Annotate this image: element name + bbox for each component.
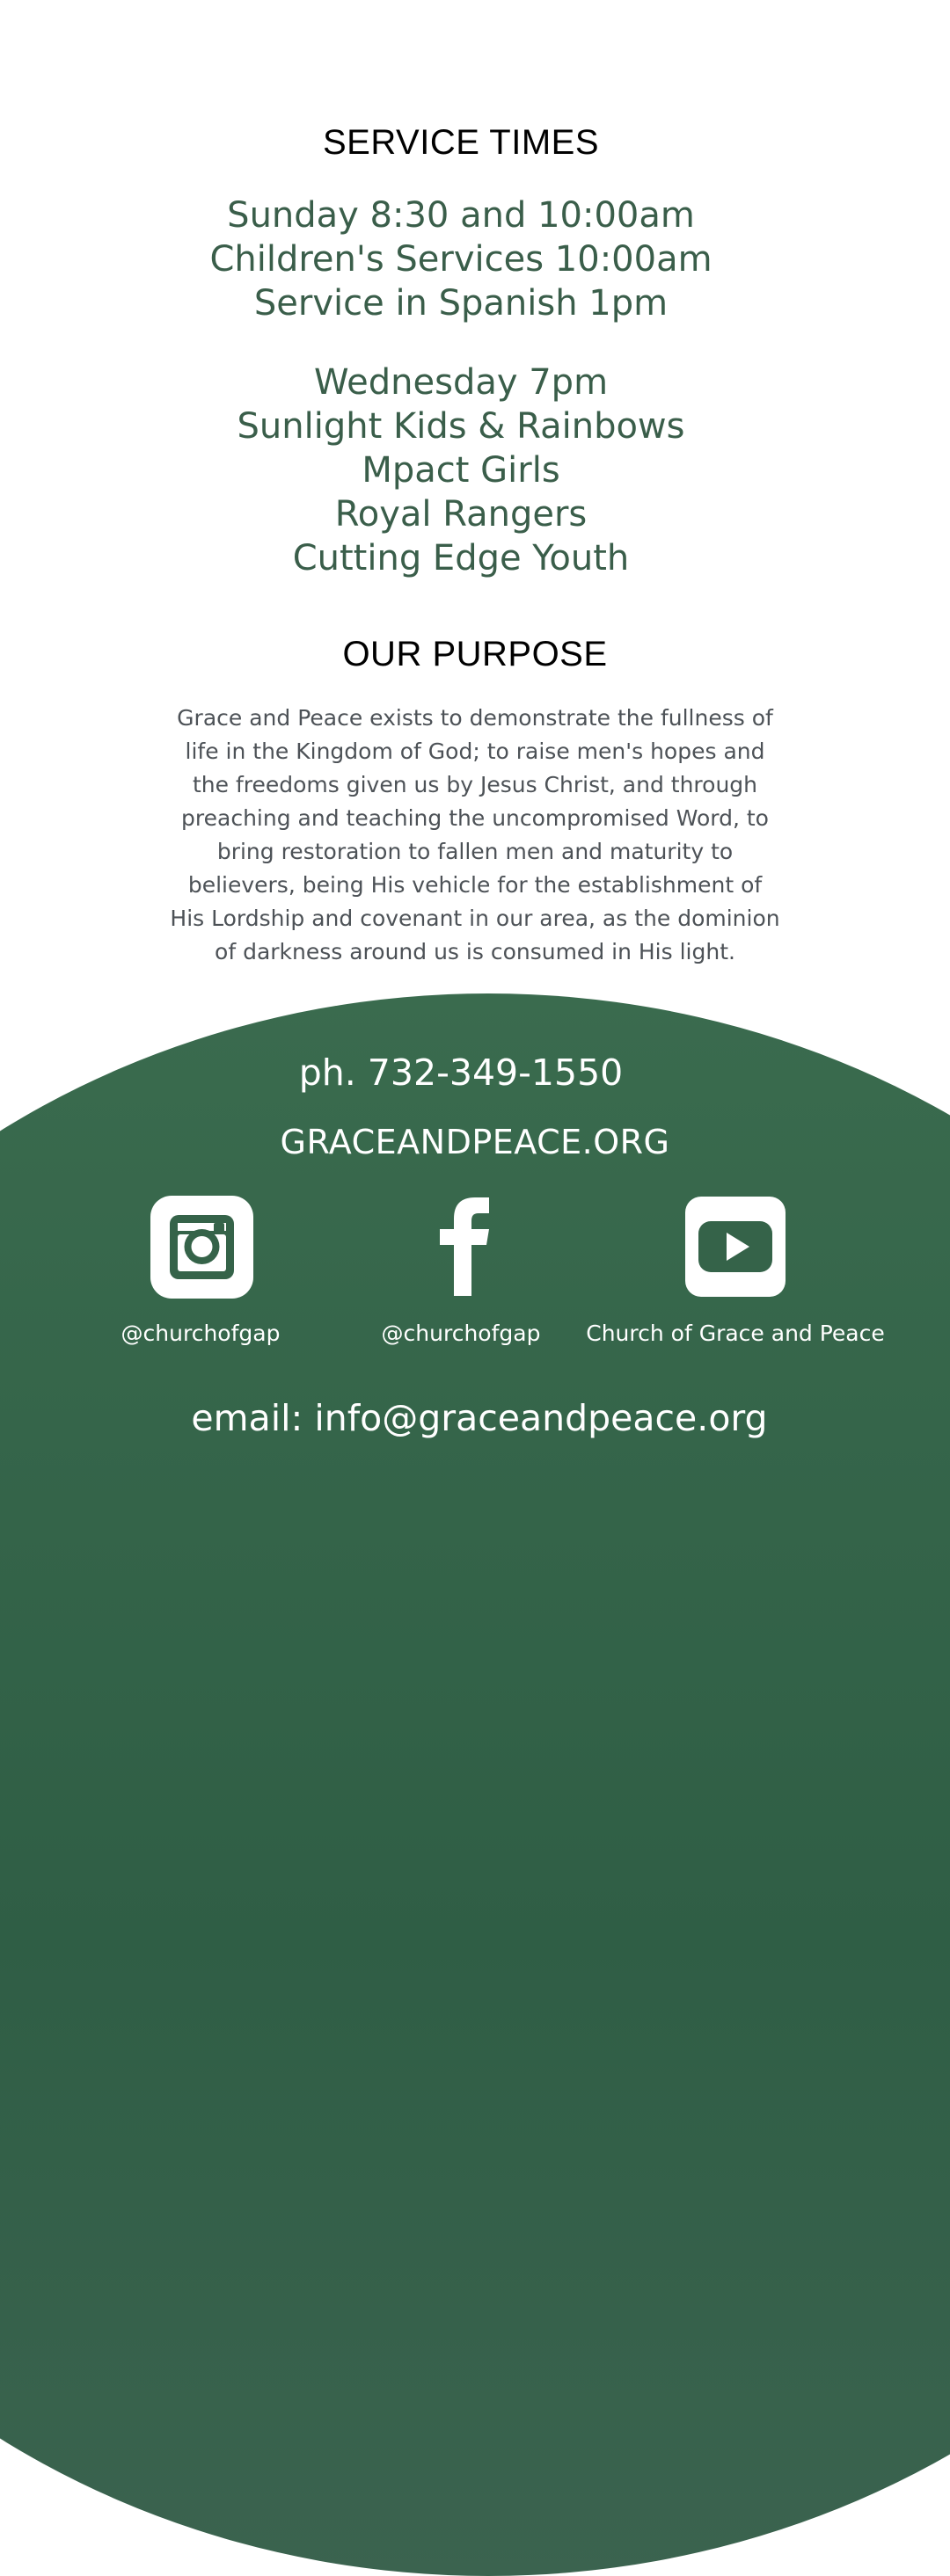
facebook-handle[interactable]: @churchofgap bbox=[381, 1321, 541, 1346]
mpact-girls-line: Mpact Girls bbox=[362, 450, 560, 491]
purpose-line: the freedoms given us by Jesus Christ, and through bbox=[192, 772, 758, 797]
purpose-line: preaching and teaching the uncompromised Word, to bbox=[181, 805, 769, 831]
youtube-icon[interactable] bbox=[685, 1197, 786, 1297]
cutting-edge-youth-line: Cutting Edge Youth bbox=[292, 538, 630, 579]
phone-number[interactable]: ph. 732-349-1550 bbox=[298, 1052, 624, 1094]
facebook-icon[interactable] bbox=[440, 1197, 489, 1296]
spanish-service-line: Service in Spanish 1pm bbox=[253, 283, 669, 324]
our-purpose-title: OUR PURPOSE bbox=[342, 635, 608, 673]
purpose-line: of darkness around us is consumed in His light. bbox=[215, 939, 735, 964]
purpose-line: life in the Kingdom of God; to raise men's hopes and bbox=[185, 739, 765, 764]
sunday-services-line: Sunday 8:30 and 10:00am bbox=[227, 195, 695, 236]
youtube-channel-name[interactable]: Church of Grace and Peace bbox=[586, 1321, 885, 1346]
sunlight-kids-line: Sunlight Kids & Rainbows bbox=[237, 406, 685, 447]
childrens-services-line: Children's Services 10:00am bbox=[209, 239, 712, 280]
purpose-text bbox=[141, 702, 809, 969]
royal-rangers-line: Royal Rangers bbox=[334, 494, 588, 535]
purpose-line: bring restoration to fallen men and maturity to bbox=[216, 839, 734, 864]
email-address[interactable]: email: info@graceandpeace.org bbox=[191, 1397, 768, 1439]
purpose-line: believers, being His vehicle for the establishment of bbox=[187, 872, 763, 898]
purpose-line: Grace and Peace exists to demonstrate the fullness of bbox=[177, 705, 773, 731]
instagram-handle[interactable]: @churchofgap bbox=[121, 1321, 281, 1346]
service-times-title: SERVICE TIMES bbox=[323, 123, 599, 162]
purpose-line: His Lordship and covenant in our area, as the dominion bbox=[170, 906, 780, 931]
wednesday-line: Wednesday 7pm bbox=[313, 362, 609, 403]
website-link[interactable]: GRACEANDPEACE.ORG bbox=[280, 1123, 670, 1161]
instagram-icon[interactable] bbox=[150, 1196, 253, 1299]
